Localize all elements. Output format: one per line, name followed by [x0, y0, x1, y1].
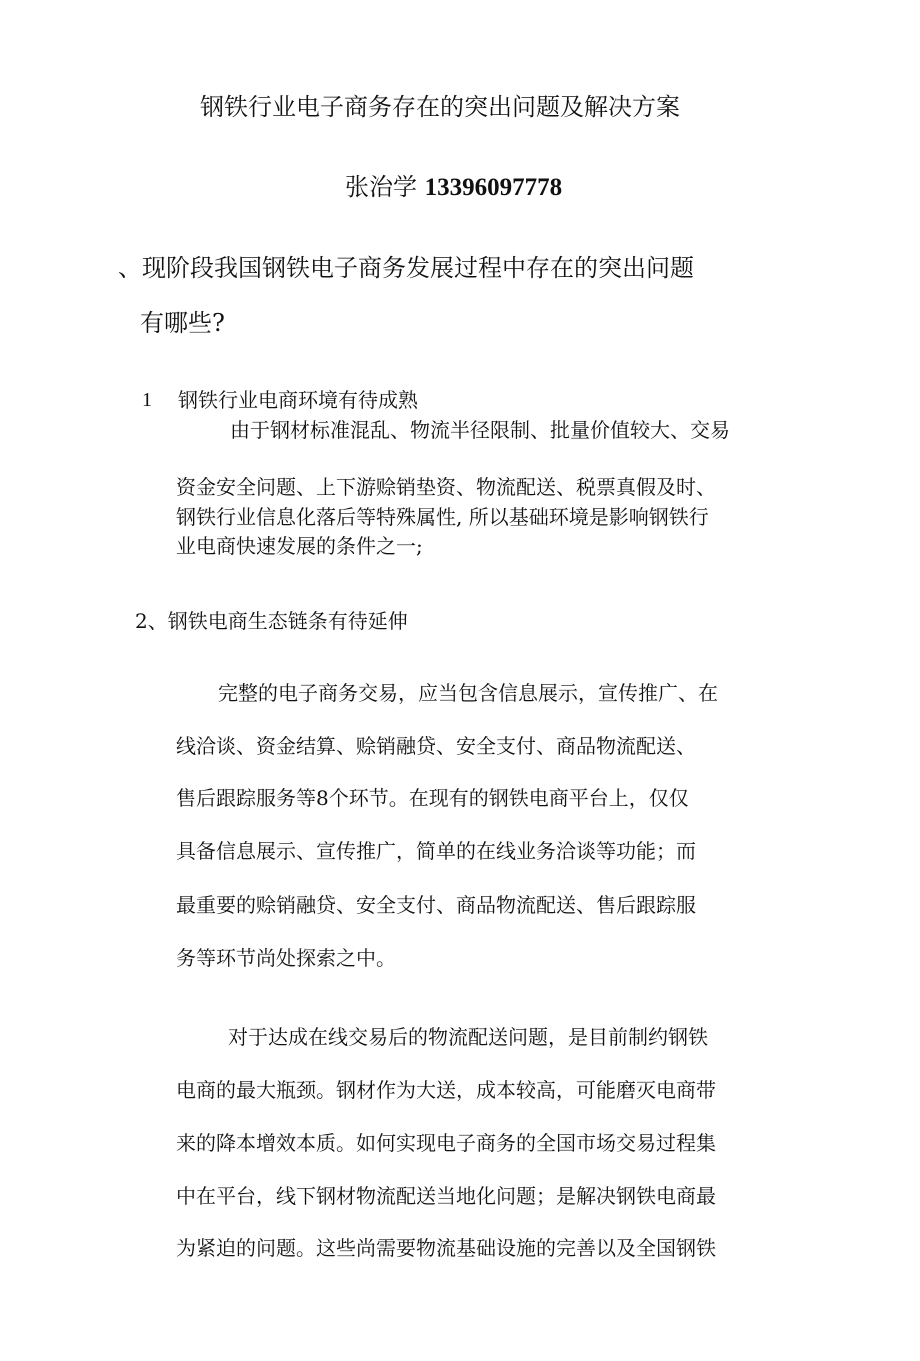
item-1-number: 1 — [142, 389, 152, 411]
para-2-line: 对于达成在线交易后的物流配送问题，是目前制约钢铁 — [228, 1025, 708, 1049]
para-2-line: 中在平台，线下钢材物流配送当地化问题；是解决钢铁电商最 — [176, 1184, 716, 1208]
item-1-title: 钢铁行业电商环境有待成熟 — [178, 388, 418, 412]
item-1-line: 业电商快速发展的条件之一; — [176, 534, 423, 558]
para-1-line: 务等环节尚处探索之中。 — [176, 946, 396, 970]
para-2-line: 为紧迫的问题。这些尚需要物流基础设施的完善以及全国钢铁 — [176, 1236, 716, 1260]
section-heading-line-1: 、现阶段我国钢铁电子商务发展过程中存在的突出问题 — [118, 254, 694, 282]
para-2-line: 来的降本增效本质。如何实现电子商务的全国市场交易过程集 — [176, 1131, 716, 1155]
para-1-line: 完整的电子商务交易，应当包含信息展示，宣传推广、在 — [218, 681, 718, 705]
author-phone: 13396097778 — [424, 174, 563, 201]
para-2-line: 电商的最大瓶颈。钢材作为大送，成本较高，可能磨灭电商带 — [176, 1078, 716, 1102]
author-name: 张治学 — [345, 173, 417, 201]
item-1-line: 钢铁行业信息化落后等特殊属性, 所以基础环境是影响钢铁行 — [176, 505, 709, 529]
section-heading-line-2: 有哪些? — [140, 309, 225, 337]
para-1-line: 具备信息展示、宣传推广，简单的在线业务洽谈等功能；而 — [176, 839, 696, 863]
para-1-line: 售后跟踪服务等8个环节。在现有的钢铁电商平台上，仅仅 — [176, 786, 689, 810]
document-title: 钢铁行业电子商务存在的突出问题及解决方案 — [200, 93, 680, 121]
item-1-line: 由于钢材标准混乱、物流半径限制、批量价值较大、交易 — [230, 418, 730, 442]
author-line — [345, 175, 562, 200]
item-2-title: 2、钢铁电商生态链条有待延伸 — [135, 609, 408, 633]
item-1-line: 资金安全问题、上下游赊销垫资、物流配送、税票真假及时、 — [176, 475, 716, 499]
para-1-line: 最重要的赊销融贷、安全支付、商品物流配送、售后跟踪服 — [176, 893, 696, 917]
para-1-line: 线洽谈、资金结算、赊销融贷、安全支付、商品物流配送、 — [176, 734, 696, 758]
